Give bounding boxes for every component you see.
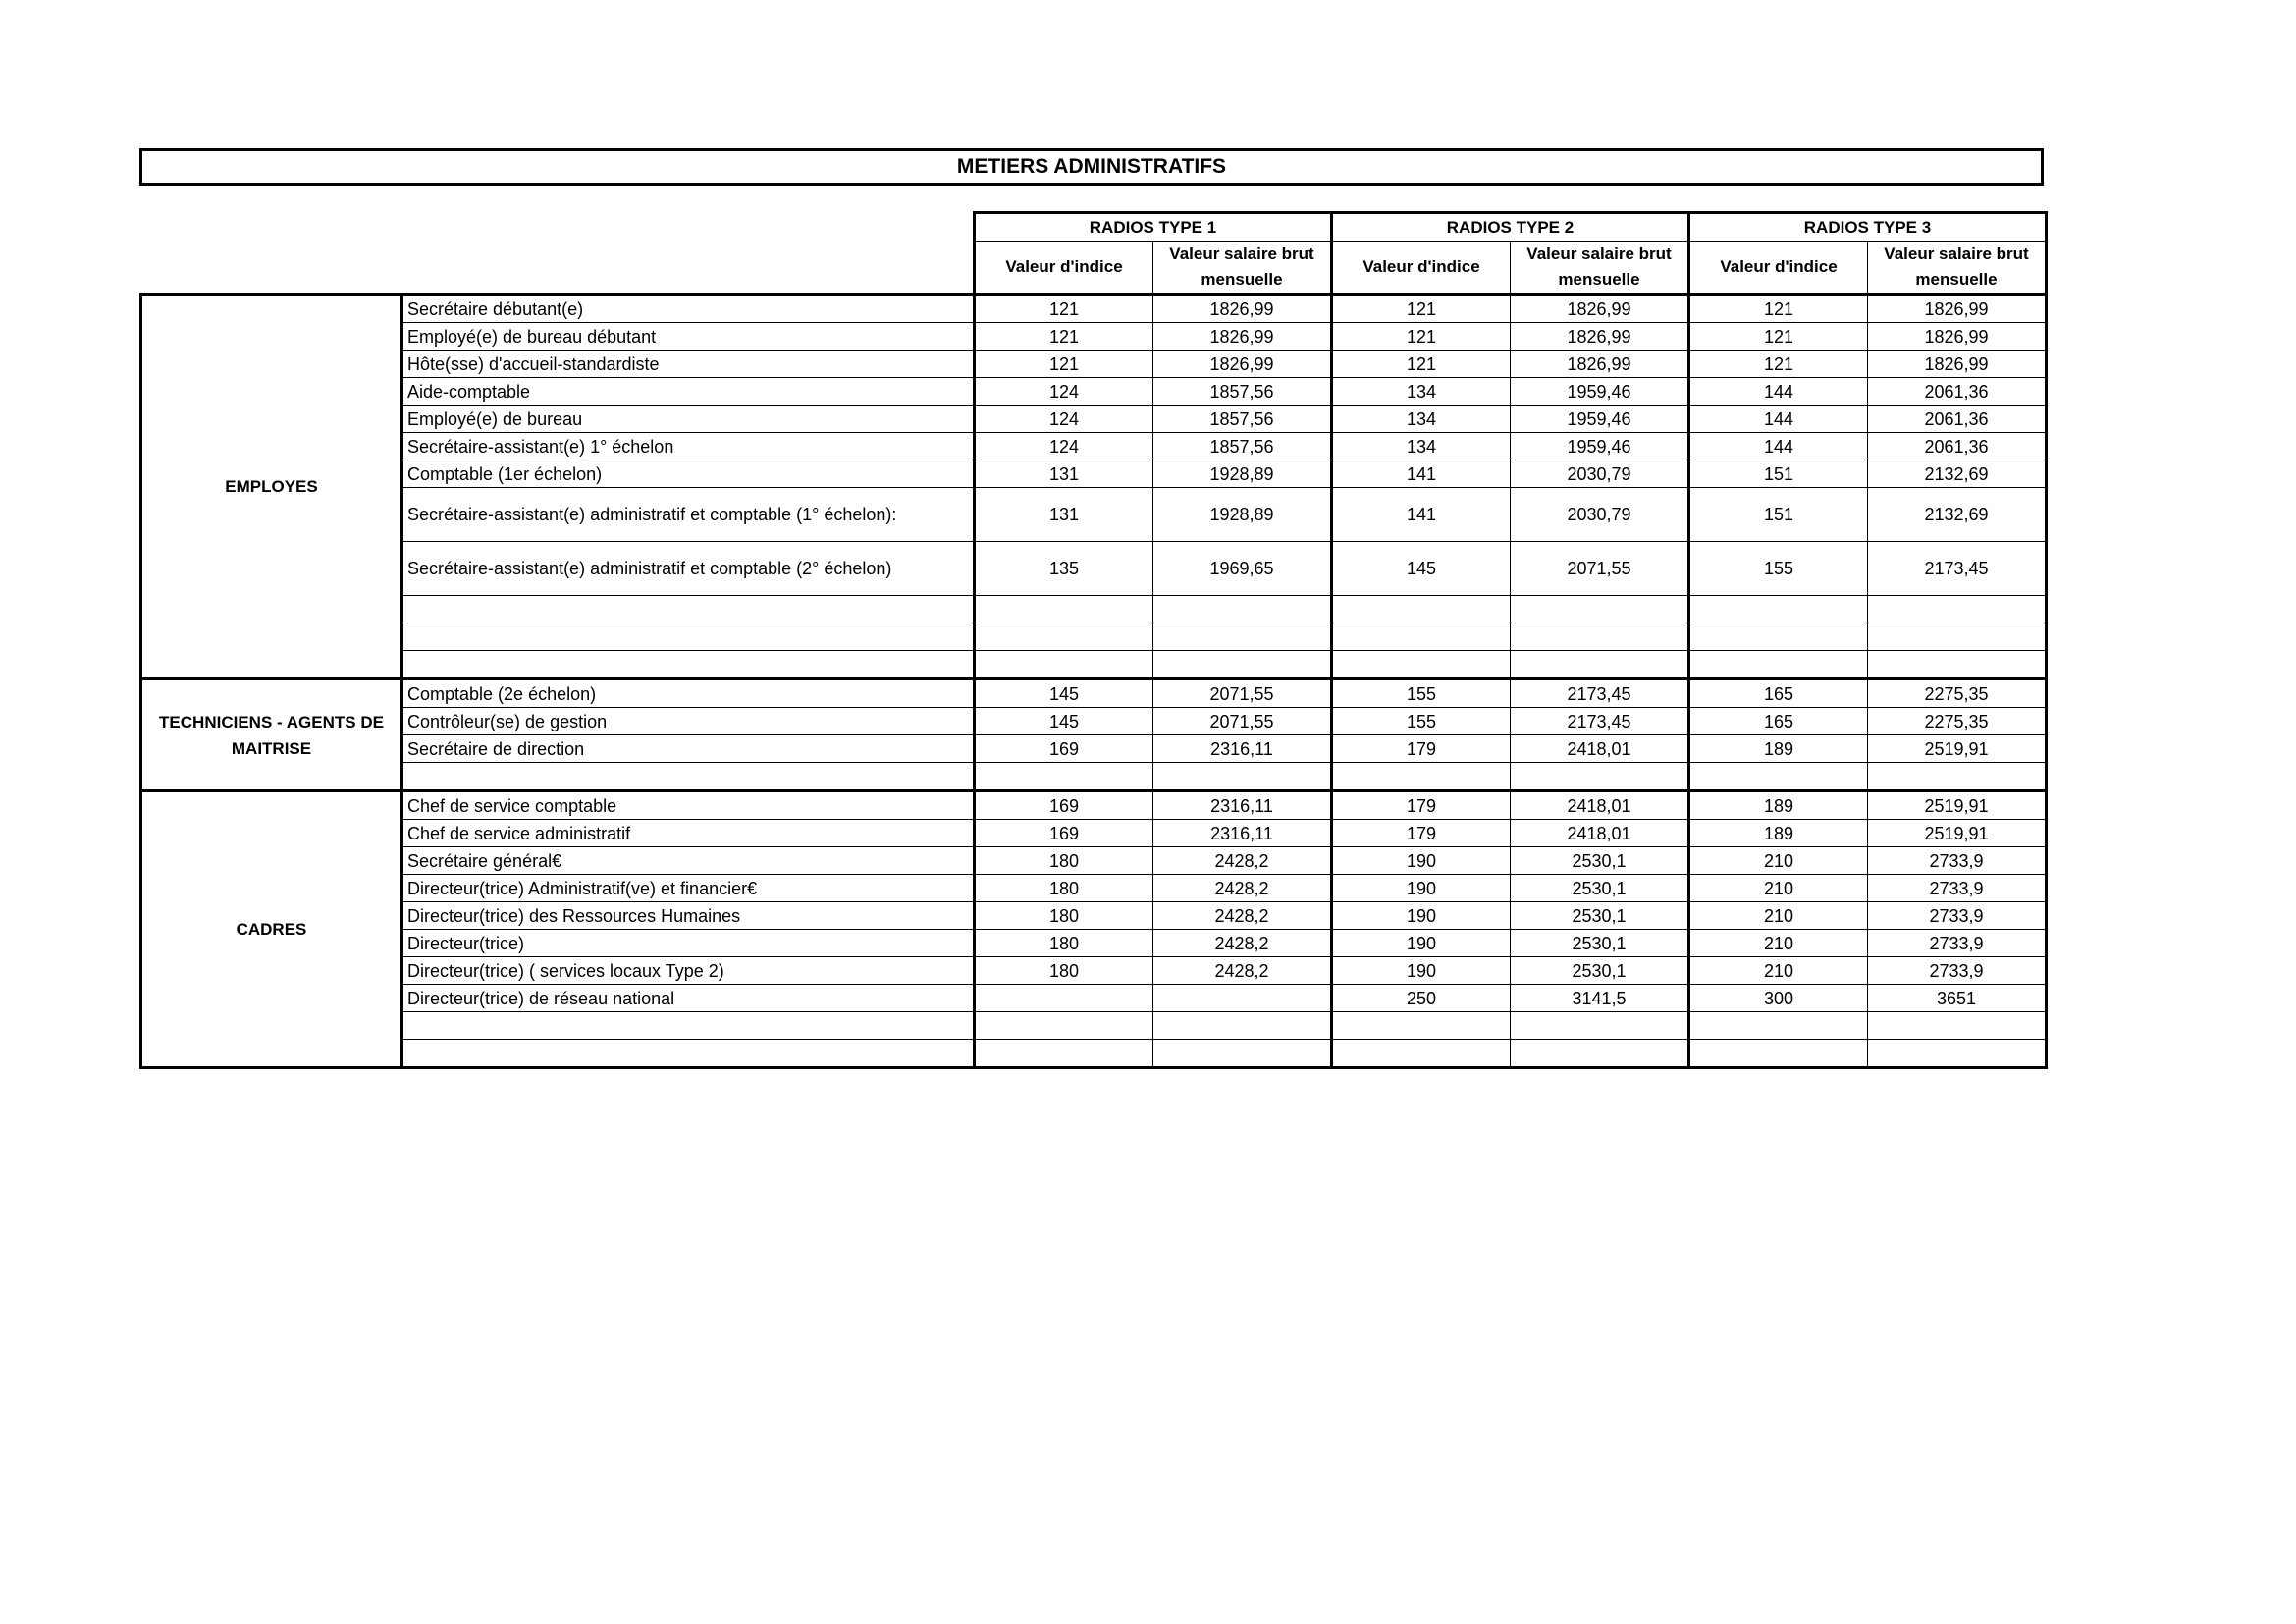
indice-cell: 124: [975, 433, 1153, 460]
col-header-indice: Valeur d'indice: [1332, 242, 1511, 295]
salaire-cell: 2530,1: [1511, 930, 1689, 957]
salaire-cell: [1153, 623, 1332, 651]
indice-cell: [1689, 1040, 1868, 1068]
table-row: [141, 378, 2047, 406]
indice-cell: 210: [1689, 875, 1868, 902]
indice-cell: 121: [975, 323, 1153, 351]
salaire-cell: 2030,79: [1511, 488, 1689, 542]
salaire-cell: 1959,46: [1511, 406, 1689, 433]
salaire-cell: 2173,45: [1868, 542, 2047, 596]
job-title-cell: [402, 763, 975, 791]
salaire-cell: 2733,9: [1868, 847, 2047, 875]
indice-cell: [1689, 623, 1868, 651]
salaire-cell: 2530,1: [1511, 847, 1689, 875]
salaire-cell: [1868, 763, 2047, 791]
indice-cell: [975, 651, 1153, 679]
salaire-cell: 2132,69: [1868, 460, 2047, 488]
salaire-cell: 2061,36: [1868, 378, 2047, 406]
salaire-cell: 1826,99: [1511, 295, 1689, 323]
indice-cell: 189: [1689, 735, 1868, 763]
salaire-cell: 2733,9: [1868, 957, 2047, 985]
salaire-cell: 2733,9: [1868, 930, 2047, 957]
indice-cell: 121: [1689, 295, 1868, 323]
job-title-cell: [402, 1040, 975, 1068]
job-title-cell: Employé(e) de bureau débutant: [402, 323, 975, 351]
job-title-cell: Secrétaire général€: [402, 847, 975, 875]
indice-cell: 169: [975, 820, 1153, 847]
indice-cell: [975, 985, 1153, 1012]
indice-cell: [975, 1040, 1153, 1068]
job-title-cell: Secrétaire-assistant(e) administratif et comptable (2° échelon): [402, 542, 975, 596]
job-title-cell: Directeur(trice) de réseau national: [402, 985, 975, 1012]
table-row: [141, 323, 2047, 351]
job-title-cell: Secrétaire-assistant(e) administratif et comptable (1° échelon):: [402, 488, 975, 542]
salaire-cell: 2316,11: [1153, 735, 1332, 763]
salaire-cell: 2428,2: [1153, 847, 1332, 875]
salaire-cell: 2733,9: [1868, 902, 2047, 930]
salaire-cell: 1826,99: [1868, 295, 2047, 323]
table-row: [141, 351, 2047, 378]
empty-corner: [141, 242, 402, 295]
indice-cell: 145: [1332, 542, 1511, 596]
indice-cell: [975, 763, 1153, 791]
salaire-cell: [1511, 1012, 1689, 1040]
indice-cell: 145: [975, 708, 1153, 735]
job-title-cell: [402, 651, 975, 679]
table-row: [141, 542, 2047, 596]
col-header-salaire: Valeur salaire brut mensuelle: [1511, 242, 1689, 295]
col-header-indice: Valeur d'indice: [1689, 242, 1868, 295]
table-row: [141, 596, 2047, 623]
job-title-cell: Secrétaire débutant(e): [402, 295, 975, 323]
job-title-cell: [402, 1012, 975, 1040]
salaire-cell: [1153, 651, 1332, 679]
indice-cell: 210: [1689, 847, 1868, 875]
salaire-cell: 1969,65: [1153, 542, 1332, 596]
group-header-type-3: RADIOS TYPE 3: [1689, 213, 2047, 242]
salaire-cell: 1826,99: [1511, 323, 1689, 351]
salaire-cell: [1868, 623, 2047, 651]
salaire-cell: [1511, 596, 1689, 623]
indice-cell: 124: [975, 406, 1153, 433]
salaire-cell: [1511, 651, 1689, 679]
salaire-cell: 2071,55: [1153, 679, 1332, 708]
indice-cell: [975, 1012, 1153, 1040]
indice-cell: [1689, 763, 1868, 791]
indice-cell: 165: [1689, 679, 1868, 708]
indice-cell: 180: [975, 875, 1153, 902]
indice-cell: 121: [975, 295, 1153, 323]
salaire-cell: [1868, 651, 2047, 679]
salaire-cell: 2519,91: [1868, 735, 2047, 763]
salaire-cell: 3141,5: [1511, 985, 1689, 1012]
table-row: [141, 735, 2047, 763]
salaire-cell: 2132,69: [1868, 488, 2047, 542]
table-row: [141, 433, 2047, 460]
salaire-cell: 2030,79: [1511, 460, 1689, 488]
salaire-cell: 2316,11: [1153, 820, 1332, 847]
indice-cell: 180: [975, 847, 1153, 875]
indice-cell: [1332, 651, 1511, 679]
indice-cell: [1689, 596, 1868, 623]
salary-table: [139, 211, 2048, 1069]
indice-cell: 155: [1689, 542, 1868, 596]
indice-cell: 131: [975, 488, 1153, 542]
salaire-cell: 1826,99: [1153, 295, 1332, 323]
job-title-cell: Comptable (1er échelon): [402, 460, 975, 488]
indice-cell: 190: [1332, 930, 1511, 957]
salaire-cell: 2530,1: [1511, 957, 1689, 985]
category-label: TECHNICIENS - AGENTS DE MAITRISE: [141, 679, 402, 791]
job-title-cell: Comptable (2e échelon): [402, 679, 975, 708]
table-row: [141, 820, 2047, 847]
indice-cell: 180: [975, 957, 1153, 985]
col-header-indice: Valeur d'indice: [975, 242, 1153, 295]
table-row: [141, 708, 2047, 735]
salaire-cell: 2173,45: [1511, 679, 1689, 708]
indice-cell: 155: [1332, 708, 1511, 735]
salaire-cell: 1857,56: [1153, 378, 1332, 406]
indice-cell: 190: [1332, 875, 1511, 902]
table-row: [141, 679, 2047, 708]
salaire-cell: [1153, 596, 1332, 623]
salaire-cell: 2530,1: [1511, 875, 1689, 902]
salaire-cell: 2428,2: [1153, 875, 1332, 902]
indice-cell: 121: [975, 351, 1153, 378]
salaire-cell: 2530,1: [1511, 902, 1689, 930]
empty-corner: [402, 242, 975, 295]
table-row: [141, 791, 2047, 820]
salaire-cell: 1826,99: [1511, 351, 1689, 378]
salaire-cell: 3651: [1868, 985, 2047, 1012]
col-header-salaire: Valeur salaire brut mensuelle: [1868, 242, 2047, 295]
salaire-cell: [1153, 985, 1332, 1012]
job-title-cell: Directeur(trice) Administratif(ve) et financier€: [402, 875, 975, 902]
salaire-cell: 2316,11: [1153, 791, 1332, 820]
table-row: [141, 875, 2047, 902]
salaire-cell: 2061,36: [1868, 433, 2047, 460]
salaire-cell: 1826,99: [1868, 323, 2047, 351]
indice-cell: 165: [1689, 708, 1868, 735]
salaire-cell: 2071,55: [1153, 708, 1332, 735]
indice-cell: [1332, 1040, 1511, 1068]
indice-cell: 179: [1332, 820, 1511, 847]
table-row: [141, 957, 2047, 985]
indice-cell: 121: [1332, 323, 1511, 351]
salaire-cell: [1868, 1012, 2047, 1040]
job-title-cell: Directeur(trice): [402, 930, 975, 957]
salaire-cell: 2519,91: [1868, 820, 2047, 847]
salaire-cell: 1857,56: [1153, 433, 1332, 460]
indice-cell: [1689, 651, 1868, 679]
table-row: [141, 651, 2047, 679]
salaire-cell: 2428,2: [1153, 930, 1332, 957]
table-row: [141, 763, 2047, 791]
table-row: [141, 902, 2047, 930]
salaire-cell: 1928,89: [1153, 488, 1332, 542]
table-row: [141, 488, 2047, 542]
indice-cell: 210: [1689, 930, 1868, 957]
indice-cell: 210: [1689, 957, 1868, 985]
indice-cell: 190: [1332, 957, 1511, 985]
table-row: [141, 930, 2047, 957]
job-title-cell: Directeur(trice) des Ressources Humaines: [402, 902, 975, 930]
indice-cell: 189: [1689, 820, 1868, 847]
group-header-type-2: RADIOS TYPE 2: [1332, 213, 1689, 242]
indice-cell: [975, 596, 1153, 623]
salaire-cell: [1868, 1040, 2047, 1068]
salaire-cell: 2418,01: [1511, 820, 1689, 847]
indice-cell: 135: [975, 542, 1153, 596]
table-row: [141, 460, 2047, 488]
job-title-cell: Chef de service comptable: [402, 791, 975, 820]
indice-cell: 134: [1332, 406, 1511, 433]
salaire-cell: 2428,2: [1153, 957, 1332, 985]
indice-cell: 141: [1332, 488, 1511, 542]
salaire-cell: 2275,35: [1868, 679, 2047, 708]
indice-cell: 179: [1332, 791, 1511, 820]
indice-cell: 189: [1689, 791, 1868, 820]
table-row: [141, 1040, 2047, 1068]
job-title-cell: Secrétaire de direction: [402, 735, 975, 763]
indice-cell: 121: [1332, 295, 1511, 323]
salaire-cell: 2519,91: [1868, 791, 2047, 820]
job-title-cell: Aide-comptable: [402, 378, 975, 406]
salaire-cell: 1826,99: [1153, 323, 1332, 351]
empty-corner: [141, 213, 402, 242]
salaire-cell: 2275,35: [1868, 708, 2047, 735]
salaire-cell: 2418,01: [1511, 735, 1689, 763]
col-header-salaire: Valeur salaire brut mensuelle: [1153, 242, 1332, 295]
salaire-cell: [1868, 596, 2047, 623]
salaire-cell: 2418,01: [1511, 791, 1689, 820]
table-row: [141, 847, 2047, 875]
salaire-cell: [1511, 763, 1689, 791]
indice-cell: [1332, 763, 1511, 791]
salaire-cell: 2061,36: [1868, 406, 2047, 433]
indice-cell: [975, 623, 1153, 651]
job-title-cell: [402, 596, 975, 623]
salaire-cell: 2173,45: [1511, 708, 1689, 735]
table-row: [141, 406, 2047, 433]
indice-cell: 180: [975, 930, 1153, 957]
indice-cell: 141: [1332, 460, 1511, 488]
category-label: EMPLOYES: [141, 295, 402, 679]
indice-cell: 121: [1332, 351, 1511, 378]
job-title-cell: Secrétaire-assistant(e) 1° échelon: [402, 433, 975, 460]
indice-cell: 155: [1332, 679, 1511, 708]
indice-cell: 169: [975, 735, 1153, 763]
indice-cell: 180: [975, 902, 1153, 930]
salaire-cell: 2071,55: [1511, 542, 1689, 596]
job-title-cell: Hôte(sse) d'accueil-standardiste: [402, 351, 975, 378]
salaire-cell: 1857,56: [1153, 406, 1332, 433]
job-title-cell: [402, 623, 975, 651]
indice-cell: 144: [1689, 378, 1868, 406]
salaire-cell: [1153, 763, 1332, 791]
job-title-cell: Chef de service administratif: [402, 820, 975, 847]
salaire-cell: [1511, 623, 1689, 651]
job-title-cell: Contrôleur(se) de gestion: [402, 708, 975, 735]
job-title-cell: Employé(e) de bureau: [402, 406, 975, 433]
indice-cell: 121: [1689, 351, 1868, 378]
salaire-cell: 1826,99: [1868, 351, 2047, 378]
indice-cell: 134: [1332, 433, 1511, 460]
category-label: CADRES: [141, 791, 402, 1068]
table-row: [141, 1012, 2047, 1040]
empty-corner: [402, 213, 975, 242]
salaire-cell: [1511, 1040, 1689, 1068]
indice-cell: 179: [1332, 735, 1511, 763]
table-row: [141, 623, 2047, 651]
indice-cell: 124: [975, 378, 1153, 406]
group-header-type-1: RADIOS TYPE 1: [975, 213, 1332, 242]
salaire-cell: 1959,46: [1511, 378, 1689, 406]
indice-cell: 144: [1689, 433, 1868, 460]
indice-cell: 300: [1689, 985, 1868, 1012]
indice-cell: 144: [1689, 406, 1868, 433]
indice-cell: [1689, 1012, 1868, 1040]
table-row: [141, 985, 2047, 1012]
indice-cell: 121: [1689, 323, 1868, 351]
salaire-cell: 2733,9: [1868, 875, 2047, 902]
indice-cell: 190: [1332, 847, 1511, 875]
indice-cell: 134: [1332, 378, 1511, 406]
salaire-cell: 1928,89: [1153, 460, 1332, 488]
indice-cell: 169: [975, 791, 1153, 820]
indice-cell: 190: [1332, 902, 1511, 930]
indice-cell: [1332, 1012, 1511, 1040]
indice-cell: [1332, 623, 1511, 651]
indice-cell: 250: [1332, 985, 1511, 1012]
salaire-cell: 1959,46: [1511, 433, 1689, 460]
indice-cell: [1332, 596, 1511, 623]
page-title: METIERS ADMINISTRATIFS: [139, 148, 2044, 186]
indice-cell: 145: [975, 679, 1153, 708]
indice-cell: 151: [1689, 460, 1868, 488]
indice-cell: 210: [1689, 902, 1868, 930]
table-row: [141, 295, 2047, 323]
indice-cell: 151: [1689, 488, 1868, 542]
indice-cell: 131: [975, 460, 1153, 488]
salaire-cell: 1826,99: [1153, 351, 1332, 378]
salaire-cell: 2428,2: [1153, 902, 1332, 930]
salaire-cell: [1153, 1040, 1332, 1068]
salaire-cell: [1153, 1012, 1332, 1040]
job-title-cell: Directeur(trice) ( services locaux Type 2): [402, 957, 975, 985]
